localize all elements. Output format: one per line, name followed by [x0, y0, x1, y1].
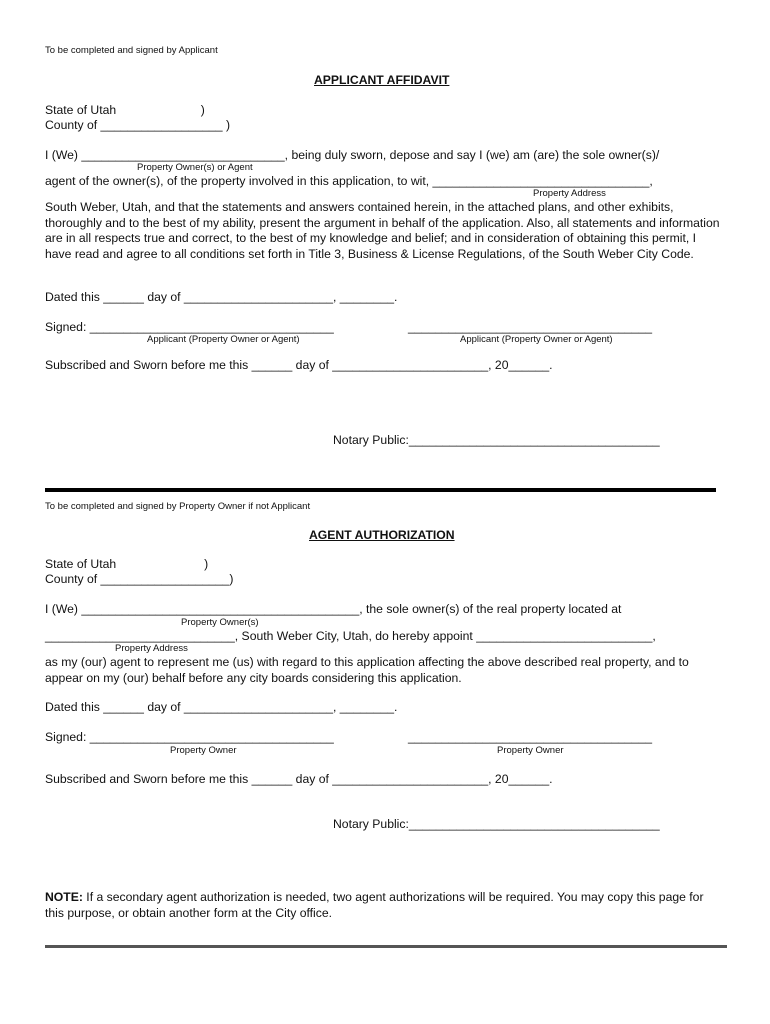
footer-rule [45, 945, 727, 948]
section1-owner-line: I (We) ______________________________, being duly sworn, depose and say I (we) am (are) the sole owner(s)/ [45, 148, 660, 162]
section2-dated-line: Dated this ______ day of ______________________, ________. [45, 700, 398, 714]
section-divider [45, 488, 716, 492]
section2-notary-line: Notary Public:_____________________________________ [333, 817, 660, 831]
agent-authorization-title: AGENT AUTHORIZATION [309, 528, 455, 542]
section1-instruction: To be completed and signed by Applicant [45, 45, 218, 56]
applicant-affidavit-title: APPLICANT AFFIDAVIT [314, 73, 450, 87]
note-paragraph [45, 890, 725, 921]
section1-sign-caption-2: Applicant (Property Owner or Agent) [460, 334, 613, 345]
section1-owner-caption: Property Owner(s) or Agent [137, 162, 253, 173]
section1-signed-line-2: ____________________________________ [408, 320, 653, 334]
section2-sign-caption-2: Property Owner [497, 745, 564, 756]
section1-dated-line: Dated this ______ day of ______________________, ________. [45, 290, 398, 304]
note-label: NOTE: [45, 890, 83, 904]
section1-agent-line: agent of the owner(s), of the property involved in this application, to wit, ________________________________, [45, 174, 653, 188]
section1-state-line: State of Utah ) [45, 103, 205, 117]
section1-body-text: South Weber, Utah, and that the statements and answers contained herein, in the attached plans, and other exhibits, thoroughly and to the best of my ability, present the argument in behalf of the application. Also, all statements and information are in all respects true and correct, to the best of my knowledge and belief; and in consideration of obtaining this permit, I have read and agree to all conditions set forth in Title 3, Business & License Regulations, of the South Weber City Code. [45, 200, 720, 261]
section2-sign-caption-1: Property Owner [170, 745, 237, 756]
section1-signed-line: Signed: ____________________________________ [45, 320, 334, 334]
section2-body-text: as my (our) agent to represent me (us) with regard to this application affecting the above described real property, and to appear on my (our) behalf before any city boards considering this application. [45, 655, 689, 685]
section2-signed-line: Signed: ____________________________________ [45, 730, 334, 744]
section1-sign-caption-1: Applicant (Property Owner or Agent) [147, 334, 300, 345]
section2-state-line: State of Utah ) [45, 557, 209, 571]
section1-sworn-line: Subscribed and Sworn before me this ______ day of _______________________, 20______. [45, 358, 553, 372]
section2-address-caption: Property Address [115, 643, 188, 654]
section1-county-line: County of __________________ ) [45, 118, 231, 132]
section2-address-line: ____________________________, South Weber City, Utah, do hereby appoint __________________________, [45, 629, 656, 643]
section2-owner-caption: Property Owner(s) [181, 617, 259, 628]
section2-sworn-line: Subscribed and Sworn before me this ______ day of _______________________, 20______. [45, 772, 553, 786]
section1-address-caption: Property Address [533, 188, 606, 199]
note-text: If a secondary agent authorization is needed, two agent authorizations will be required. You may copy this page for this purpose, or obtain another form at the City office. [45, 890, 704, 920]
section2-signed-line-2: ____________________________________ [408, 730, 653, 744]
section2-instruction: To be completed and signed by Property Owner if not Applicant [45, 501, 311, 512]
section2-county-line: County of ___________________) [45, 572, 234, 586]
section1-notary-line: Notary Public:_____________________________________ [333, 433, 660, 447]
section2-owner-line: I (We) _________________________________________, the sole owner(s) of the real property located at [45, 602, 622, 616]
